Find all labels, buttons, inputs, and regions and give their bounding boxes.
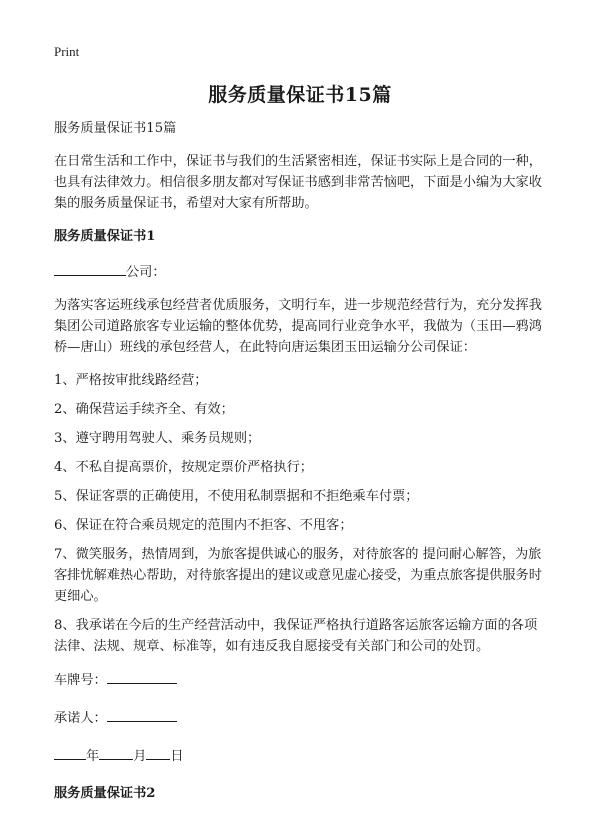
plate-number-blank <box>107 669 177 684</box>
company-suffix: 公司： <box>126 265 166 280</box>
plate-number-label: 车牌号： <box>54 673 107 688</box>
day-label: 日 <box>170 749 184 764</box>
list-item: 5、保证客票的正确使用，不使用私制票据和不拒绝乘车付票； <box>54 489 419 504</box>
section-heading-2: 服务质量保证书2 <box>54 786 156 801</box>
intro-paragraph: 在日常生活和工作中，保证书与我们的生活紧密相连，保证书实际上是合同的一种，也具有法律效力。相信很多朋友都对写保证书感到非常苦恼吧，下面是小编为大家收集的服务质量保证书，希望对大家有所帮助。 <box>54 154 542 211</box>
year-label: 年 <box>86 749 100 764</box>
promisor-blank <box>107 707 177 722</box>
print-link[interactable]: Print <box>54 44 80 59</box>
date-line <box>54 745 549 767</box>
pledge-paragraph: 为落实客运班线承包经营者优质服务，文明行车，进一步规范经营行为，充分发挥我集团公司道路旅客专业运输的整体优势，提高同行业竞争水平，我做为（玉田—鸦鸿桥—唐山）班线的承包经营人，在此特向唐运集团玉田运输分公司保证： <box>54 298 542 355</box>
subtitle: 服务质量保证书15篇 <box>54 121 177 136</box>
list-item: 2、确保营运手续齐全、有效； <box>54 402 234 417</box>
list-item: 1、严格按审批线路经营； <box>54 373 208 388</box>
list-item: 3、遵守聘用驾驶人、乘务员规则； <box>54 431 261 446</box>
company-name-blank <box>54 261 126 276</box>
promisor-line <box>54 707 549 729</box>
section-heading-1: 服务质量保证书1 <box>54 229 156 244</box>
year-blank <box>54 745 86 760</box>
addressee-line <box>54 261 549 283</box>
list-item: 6、保证在符合乘员规定的范围内不拒客、不甩客； <box>54 518 353 533</box>
promisor-label: 承诺人： <box>54 711 107 726</box>
document-body <box>54 118 549 818</box>
month-blank <box>99 745 133 760</box>
month-label: 月 <box>133 749 147 764</box>
document-title: 服务质量保证书15篇 <box>208 84 392 106</box>
plate-number-line <box>54 669 549 691</box>
list-item: 7、微笑服务，热情周到，为旅客提供诚心的服务，对待旅客的 提问耐心解答，为旅客排忧解难热心帮助，对待旅客提出的建议或意见虚心接受，为重点旅客提供服务时更细心。 <box>54 547 542 604</box>
list-item: 4、不私自提高票价，按规定票价严格执行； <box>54 460 313 475</box>
list-item: 8、我承诺在今后的生产经营活动中，我保证严格执行道路客运旅客运输方面的各项法律、法规、规章、标准等，如有违反我自愿接受有关部门和公司的处罚。 <box>54 618 538 654</box>
day-blank <box>146 745 170 760</box>
